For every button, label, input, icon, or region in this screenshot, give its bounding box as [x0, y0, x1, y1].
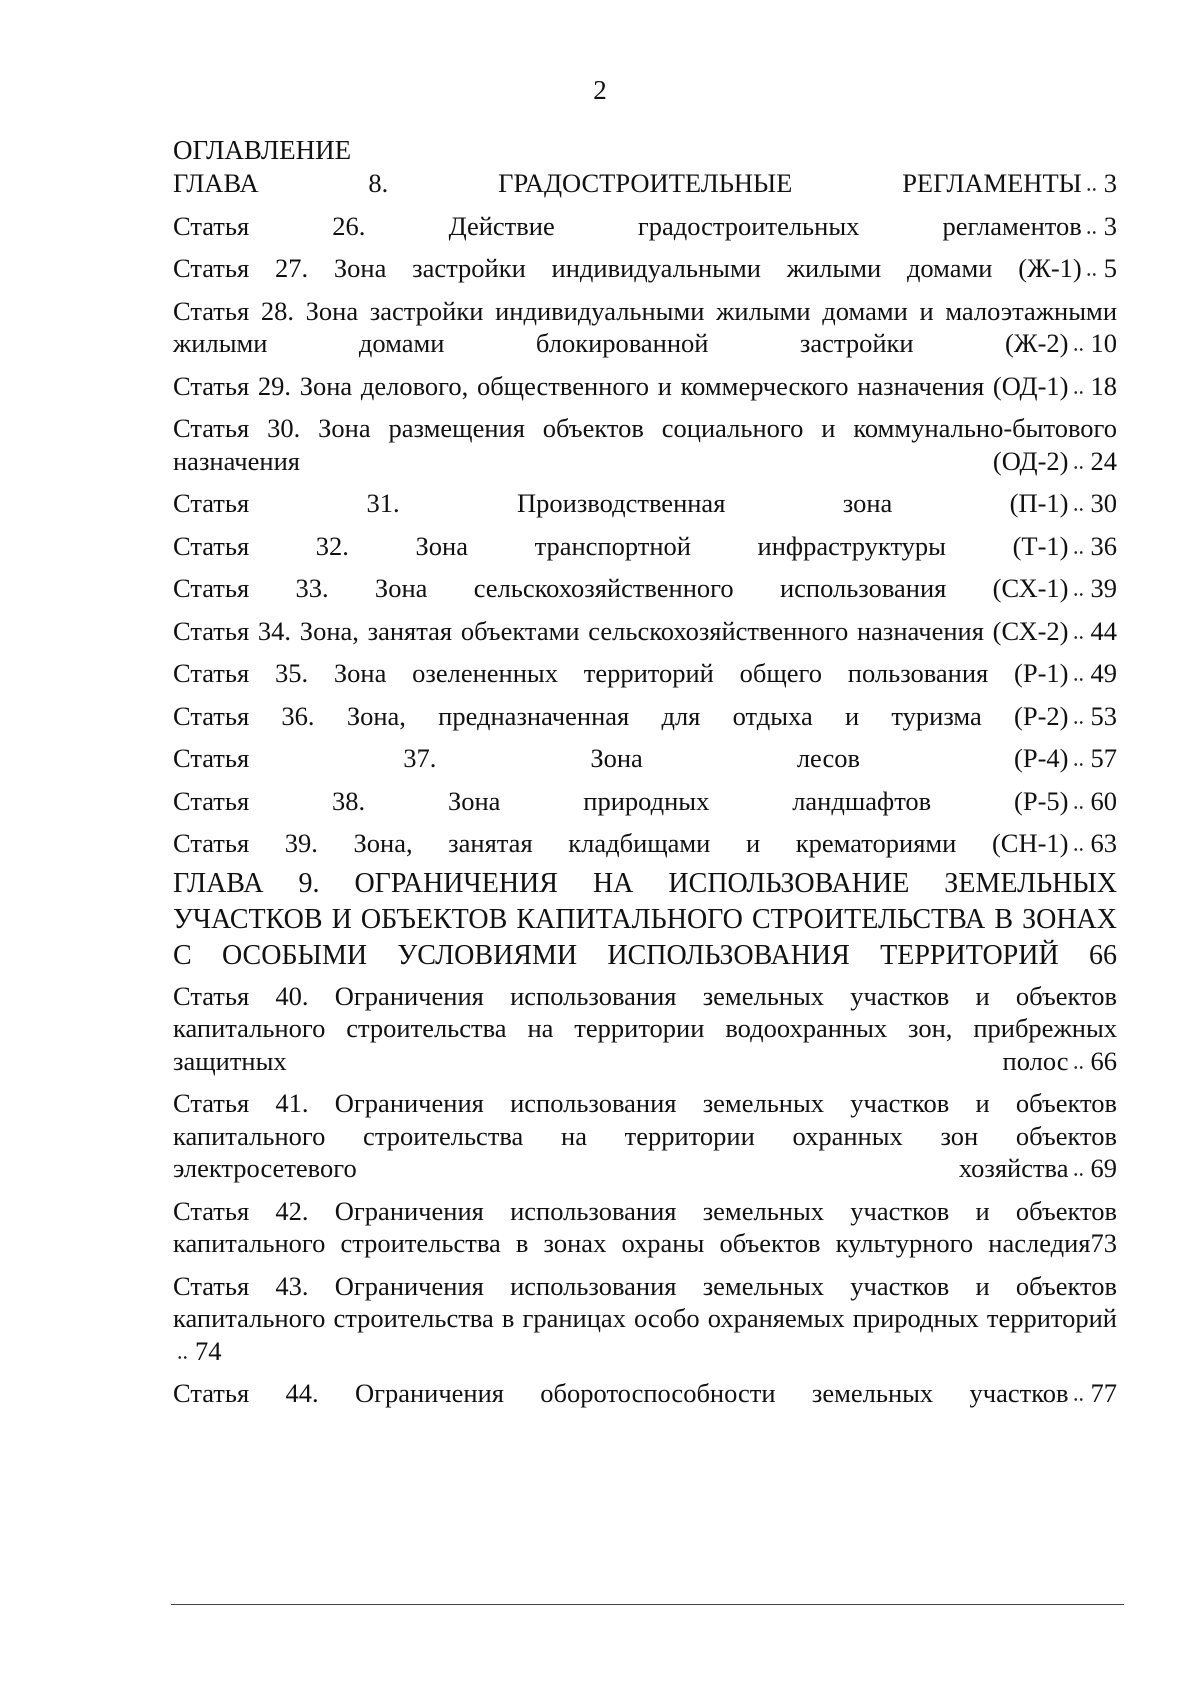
toc-entry-text: Статья 26. Действие градостроительных регламентов — [173, 210, 1082, 241]
toc-entry-text: Статья 31. Производственная зона (П-1) — [173, 488, 1069, 518]
dot-leader — [1073, 1392, 1085, 1402]
dot-leader — [1073, 342, 1085, 352]
toc-entry-article-39[interactable] — [173, 827, 1117, 860]
toc-entry-article-36[interactable] — [173, 700, 1117, 733]
toc-entry-article-44[interactable] — [173, 1377, 1117, 1410]
toc-entry-page: 30 — [1090, 488, 1117, 518]
footer-divider — [171, 1604, 1124, 1605]
dot-leader — [1073, 715, 1085, 725]
page-number: 2 — [593, 75, 607, 105]
toc-entry-page: 5 — [1103, 253, 1117, 283]
toc-entry-page: 66 — [1090, 1045, 1117, 1076]
dot-leader — [1086, 182, 1098, 192]
dot-leader — [1073, 630, 1085, 640]
toc-entry-text: Статья 40. Ограничения использования земельных участков и объектов капитального строительства на территории водоохранных зон, прибрежных защитных полос — [173, 980, 1117, 1076]
toc-entry-article-32[interactable] — [173, 530, 1117, 563]
toc-entry-page: 3 — [1103, 168, 1117, 198]
dot-leader — [1073, 672, 1085, 682]
toc-entry-text: Статья 29. Зона делового, общественного и коммерческого назначения (ОД-1) — [173, 370, 1069, 401]
toc-title: ОГЛАВЛЕНИЕ — [173, 135, 352, 165]
toc-entry-article-35[interactable] — [173, 657, 1117, 690]
dot-leader — [177, 1350, 189, 1360]
toc-entry-article-38[interactable] — [173, 785, 1117, 818]
toc-entry-page: 44 — [1090, 615, 1117, 646]
toc-entry-text: ГЛАВА 9. ОГРАНИЧЕНИЯ НА ИСПОЛЬЗОВАНИЕ ЗЕМЕЛЬНЫХ УЧАСТКОВ И ОБЪЕКТОВ КАПИТАЛЬНОГО СТРОИТЕЛЬСТВА В ЗОНАХ С ОСОБЫМИ УСЛОВИЯМИ ИСПОЛЬЗОВАНИЯ ТЕРРИТОРИЙ — [173, 867, 1117, 971]
dot-leader — [1073, 800, 1085, 810]
toc-entry-text: Статья 37. Зона лесов (Р-4) — [173, 743, 1069, 773]
toc-entry-page: 10 — [1090, 328, 1117, 358]
toc-entry-article-34[interactable] — [173, 615, 1117, 648]
toc-entry-text: Статья 27. Зона застройки индивидуальными жилыми домами (Ж-1) — [173, 253, 1082, 283]
toc-entry-text: Статья 38. Зона природных ландшафтов (Р-5) — [173, 785, 1069, 816]
toc-entry-article-28[interactable] — [173, 295, 1117, 360]
dot-leader — [1073, 1167, 1085, 1177]
dot-leader — [1073, 1060, 1085, 1070]
toc-entry-text: Статья 44. Ограничения оборотоспособности земельных участков — [173, 1378, 1069, 1408]
toc-entry-text: Статья 33. Зона сельскохозяйственного использования (СХ-1) — [173, 573, 1069, 603]
toc-entry-page: 66 — [1089, 939, 1117, 971]
toc-entry-text: ГЛАВА 8. ГРАДОСТРОИТЕЛЬНЫЕ РЕГЛАМЕНТЫ — [173, 168, 1082, 198]
dot-leader — [1073, 460, 1085, 470]
toc-entry-text: Статья 32. Зона транспортной инфраструктуры (Т-1) — [173, 530, 1069, 561]
toc-entry-page: 60 — [1090, 785, 1117, 816]
dot-leader — [1086, 225, 1098, 235]
toc-entry-text: Статья 42. Ограничения использования земельных участков и объектов капитального строительства в зонах охраны объектов культурного наследия — [173, 1195, 1117, 1258]
dot-leader — [1073, 545, 1085, 555]
toc-entry-text: Статья 41. Ограничения использования земельных участков и объектов капитального строительства на территории охранных зон объектов электросетевого хозяйства — [173, 1088, 1117, 1183]
toc-entry-chapter-8[interactable] — [173, 167, 1117, 200]
toc-entry-page: 74 — [195, 1335, 222, 1366]
dot-leader — [1073, 587, 1085, 597]
dot-leader — [1086, 267, 1098, 277]
toc-entry-page: 77 — [1090, 1378, 1117, 1408]
toc-entry-chapter-9[interactable] — [173, 866, 1117, 974]
toc-entry-article-31[interactable] — [173, 487, 1117, 520]
dot-leader — [1073, 385, 1085, 395]
toc-entry-page: 24 — [1090, 445, 1117, 476]
toc-entry-page: 57 — [1090, 743, 1117, 773]
toc-entry-page: 49 — [1090, 658, 1117, 688]
toc-entry-article-41[interactable] — [173, 1087, 1117, 1185]
toc-entry-article-26[interactable] — [173, 210, 1117, 243]
toc-entry-article-40[interactable] — [173, 980, 1117, 1078]
toc-entry-page: 69 — [1090, 1153, 1117, 1183]
toc-entry-article-30[interactable] — [173, 412, 1117, 477]
toc-entry-text: Статья 39. Зона, занятая кладбищами и крематориями (СН-1) — [173, 828, 1069, 858]
dot-leader — [1073, 842, 1085, 852]
toc-entry-article-42[interactable] — [173, 1195, 1117, 1260]
toc-entry-page: 3 — [1103, 210, 1117, 241]
toc-entry-article-29[interactable] — [173, 370, 1117, 403]
toc-entry-page: 39 — [1090, 573, 1117, 603]
dot-leader — [1073, 757, 1085, 767]
toc-entry-page: 73 — [1090, 1228, 1117, 1258]
toc-entry-page: 63 — [1090, 828, 1117, 858]
toc-entry-text: Статья 28. Зона застройки индивидуальными жилыми домами и малоэтажными жилыми домами блокированной застройки (Ж-2) — [173, 295, 1117, 358]
toc-entry-article-37[interactable] — [173, 742, 1117, 775]
toc-entry-page: 36 — [1090, 530, 1117, 561]
toc-entry-article-27[interactable] — [173, 252, 1117, 285]
toc-entry-text: Статья 36. Зона, предназначенная для отдыха и туризма (Р-2) — [173, 700, 1069, 731]
toc-entry-text: Статья 30. Зона размещения объектов социального и коммунально-бытового назначения (ОД-2) — [173, 413, 1117, 476]
toc-entry-article-43[interactable] — [173, 1270, 1117, 1368]
toc-entry-article-33[interactable] — [173, 572, 1117, 605]
toc-entry-page: 53 — [1090, 700, 1117, 731]
toc-entry-text: Статья 34. Зона, занятая объектами сельскохозяйственного назначения (СХ-2) — [173, 615, 1069, 646]
table-of-contents — [173, 167, 1117, 1420]
dot-leader — [1073, 502, 1085, 512]
toc-entry-text: Статья 43. Ограничения использования земельных участков и объектов капитального строительства в границах особо охраняемых природных территорий — [173, 1270, 1117, 1333]
toc-entry-text: Статья 35. Зона озелененных территорий общего пользования (Р-1) — [173, 658, 1069, 688]
toc-entry-page: 18 — [1090, 370, 1117, 401]
